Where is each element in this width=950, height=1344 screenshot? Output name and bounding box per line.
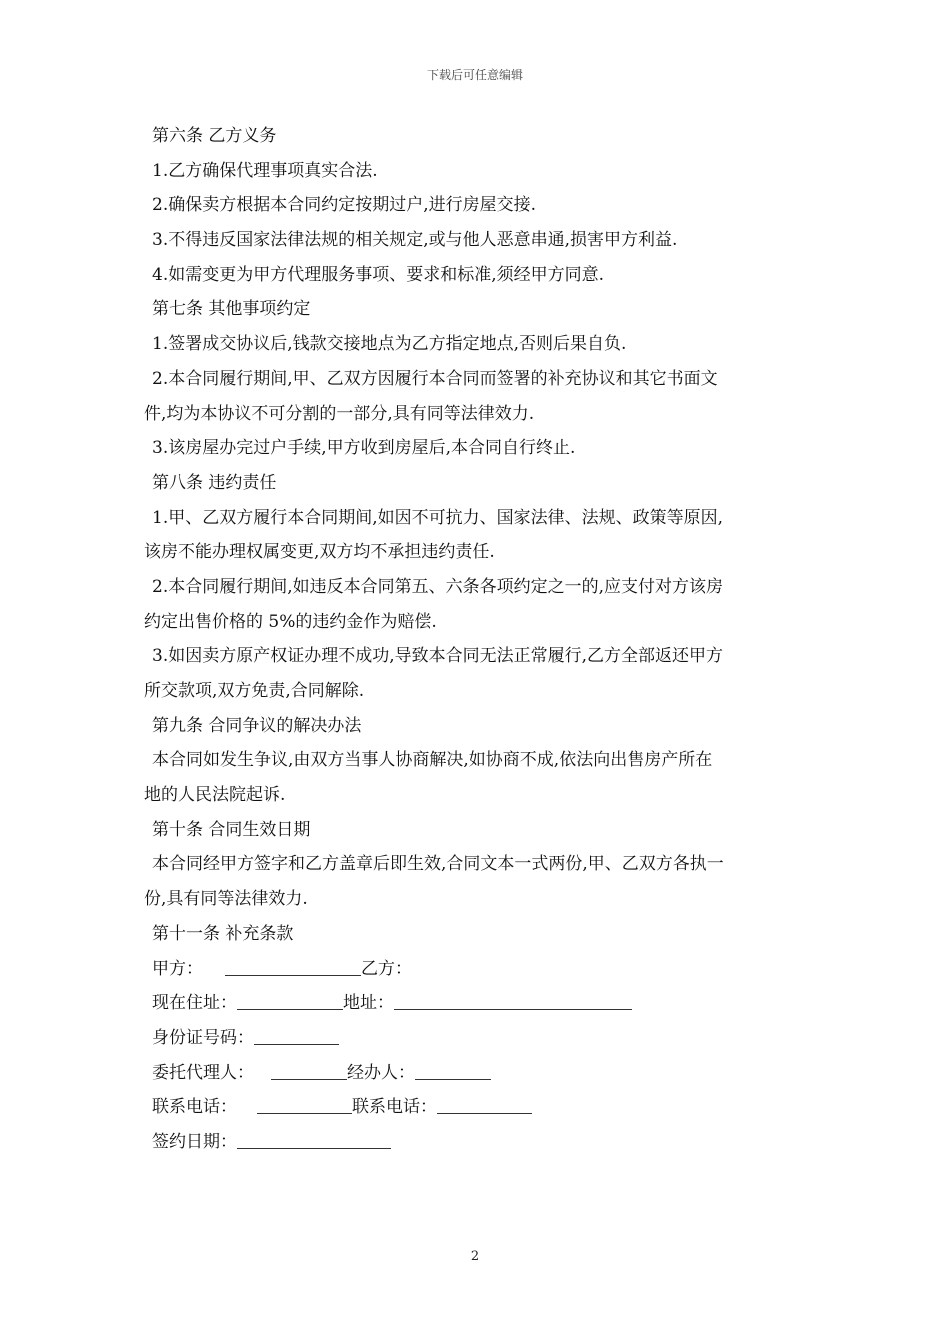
- signature-row-phone: [144, 1090, 808, 1125]
- sign-date-label: 签约日期：: [152, 1131, 237, 1152]
- party-a-label: 甲方：: [152, 958, 203, 979]
- party-b-label: 乙方：: [361, 958, 412, 979]
- article8-item-2-line2: 约定出售价格的 5%的违约金作为赔偿.: [144, 611, 437, 632]
- sign-date-field[interactable]: [237, 1131, 391, 1149]
- id-number-field[interactable]: [254, 1027, 339, 1045]
- article11-title: 第十一条 补充条款: [152, 923, 294, 944]
- party-a-field[interactable]: [225, 958, 361, 976]
- article8-title: 第八条 违约责任: [152, 472, 277, 493]
- signature-row-id: [144, 1021, 808, 1056]
- article10-title: 第十条 合同生效日期: [152, 819, 311, 840]
- address-label: 地址：: [343, 993, 394, 1014]
- article8-item-1-line1: 1.甲、乙双方履行本合同期间,如因不可抗力、国家法律、法规、政策等原因,: [152, 507, 724, 528]
- article9-body-line2: 地的人民法院起诉.: [144, 785, 286, 806]
- article9-title: 第九条 合同争议的解决办法: [152, 715, 362, 736]
- current-address-field[interactable]: [237, 992, 343, 1010]
- page-number: 2: [470, 1249, 480, 1264]
- article7-title: 第七条 其他事项约定: [152, 299, 311, 320]
- handler-label: 经办人：: [347, 1062, 415, 1083]
- article8-item-2-line1: 2.本合同履行期间,如违反本合同第五、六条各项约定之一的,应支付对方该房: [152, 576, 724, 597]
- article7-item-2-line2: 件,均为本协议不可分割的一部分,具有同等法律效力.: [144, 403, 535, 424]
- article7-item-3: 3.该房屋办完过户手续,甲方收到房屋后,本合同自行终止.: [152, 438, 576, 459]
- header-note: 下载后可任意编辑: [426, 68, 523, 82]
- address-field[interactable]: [394, 992, 632, 1010]
- article6-title: 第六条 乙方义务: [152, 126, 277, 146]
- phone-b-label: 联系电话：: [352, 1097, 437, 1118]
- article8-item-3-line1: 3.如因卖方原产权证办理不成功,导致本合同无法正常履行,乙方全部返还甲方: [152, 646, 724, 667]
- article10-body-line1: 本合同经甲方签字和乙方盖章后即生效,合同文本一式两份,甲、乙双方各执一: [152, 854, 724, 875]
- article6-item-2: 2.确保卖方根据本合同约定按期过户,进行房屋交接.: [152, 195, 537, 216]
- document-body: [144, 119, 808, 1160]
- article6-item-3: 3.不得违反国家法律法规的相关规定,或与他人恶意串通,损害甲方利益.: [152, 230, 678, 251]
- agent-field[interactable]: [271, 1062, 347, 1080]
- signature-row-address: [144, 986, 808, 1021]
- handler-field[interactable]: [415, 1062, 491, 1080]
- signature-row-agent: [144, 1056, 808, 1091]
- phone-b-field[interactable]: [437, 1096, 532, 1114]
- article7-item-1: 1.签署成交协议后,钱款交接地点为乙方指定地点,否则后果自负.: [152, 334, 627, 355]
- article10-body-line2: 份,具有同等法律效力.: [144, 889, 308, 910]
- phone-a-field[interactable]: [257, 1096, 352, 1114]
- article6-item-4: 4.如需变更为甲方代理服务事项、要求和标准,须经甲方同意.: [152, 264, 605, 285]
- article8-item-1-line2: 该房不能办理权属变更,双方均不承担违约责任.: [144, 542, 495, 563]
- id-number-label: 身份证号码：: [152, 1027, 254, 1048]
- article8-item-3-line2: 所交款项,双方免责,合同解除.: [144, 681, 365, 701]
- article9-body-line1: 本合同如发生争议,由双方当事人协商解决,如协商不成,依法向出售房产所在: [152, 750, 713, 771]
- phone-a-label: 联系电话：: [152, 1097, 237, 1118]
- article6-item-1: 1.乙方确保代理事项真实合法.: [152, 160, 378, 181]
- signature-row-parties: [144, 952, 808, 987]
- agent-label: 委托代理人：: [152, 1062, 254, 1083]
- signature-row-date: [144, 1125, 808, 1160]
- current-address-label: 现在住址：: [152, 993, 237, 1014]
- article7-item-2-line1: 2.本合同履行期间,甲、乙双方因履行本合同而签署的补充协议和其它书面文: [152, 368, 718, 389]
